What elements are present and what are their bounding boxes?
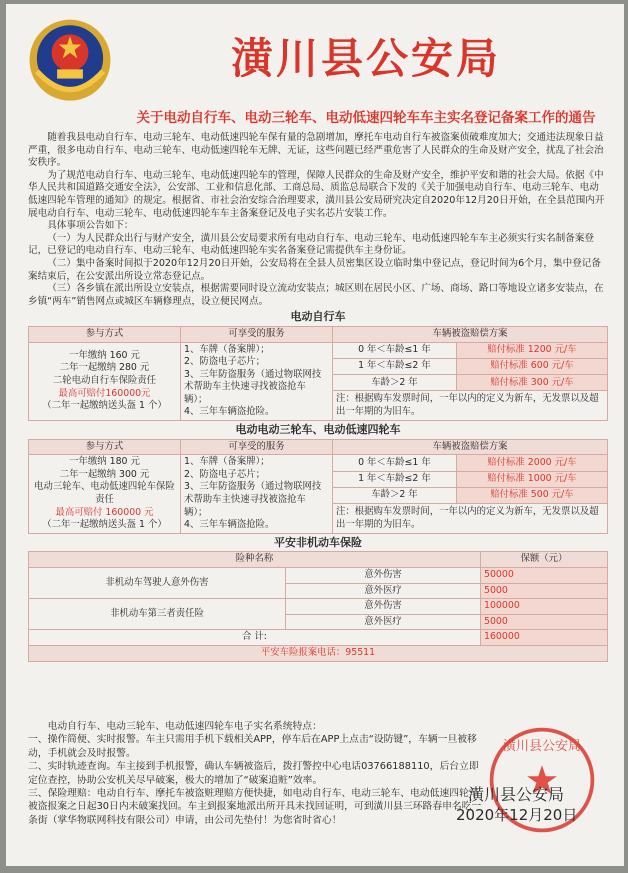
item: （一）为人民群众出行与财产安全，潢川县公安局要求所有电动自行车、电动三轮车、电动低速四轮车车主必须实行实名制备案登记，已登记的电动自行车、电动三轮车、电动低速四轮车实名备案登记需提供车主身份证。 [28,232,595,257]
helmet-note: （二年一起缴纳送头盔 1 个） [42,519,167,531]
table2-title: 电动电动三轮车、电动低速四轮车 [235,423,401,437]
fee-line: 二年一起缴纳 280 元 [59,362,150,374]
participation-cell [29,455,181,534]
coverage-amount: 5000 [481,614,608,630]
feature-item: 一、操作简便、实时报警。车主只需用手机下载相关APP，停车后在APP上点击“设防键”，车辆一旦被移动，手机就会及时报警。 [28,734,477,759]
std-cell: 赔付标准 300 元/车 [456,375,607,391]
service-line: 3、三年防盗服务（通过物联网技术帮助车主快速寻找被盗抢车辆）； [184,481,322,518]
features-title: 电动自行车、电动三轮车、电动低速四轮车电子实名系统特点： [47,721,322,732]
feature-item: 三、保险理赔：电动自行车、摩托车被盗赃理赔方便快捷，如电动自行车、电动三轮车、电动低速四轮车被盗报案之日起30日内未破案找回。车主到报案地派出所开具未找回证明，可到潢川县三环路春申名吃一条街（掌华物联网科技有限公司）申请，由公司先垫付！为您省时省心！ [28,788,482,826]
signature-org: 潢川县公安局 [468,785,565,804]
service-line: 4、三年车辆盗抢险。 [184,406,275,418]
notice-poster [6,4,624,866]
fee-line: 二轮电动自行车保险责任 [52,374,157,386]
table-tricycle [28,439,608,534]
service-line: 4、三年车辆盗抢险。 [184,519,275,531]
note-cell: 注：根据购车发票时间，一年以内的定义为新车，无发票以及超出一年期的为旧车。 [333,391,608,421]
coverage-amount: 100000 [481,599,608,615]
services-cell [181,342,333,421]
insurance-name: 非机动车驾驶人意外伤害 [29,568,286,599]
paragraph: 随着我县电动自行车、电动三轮车、电动低速四轮车保有量的急剧增加，摩托车电动自行车被盗案侦破难度加大；交通违法现象日益严重，很多电动自行车、电动三轮车、电动低速四轮车无牌、无证，这些问题已经严重危害了人民群众的生命及财产安全，扰乱了社会治安秩序。 [28,132,604,169]
coverage-type: 意外医疗 [286,583,481,599]
age-cell: 0 年＜车龄≤1 年 [333,455,457,471]
table-ebike [28,326,608,421]
participation-cell [29,342,181,421]
helmet-note: （二年一起缴纳送头盔 1 个） [42,400,167,412]
note-cell: 注：根据购车发票时间，一年以内的定义为新车，无发票以及超出一年期的为旧车。 [333,504,608,534]
coverage-type: 意外医疗 [286,614,481,630]
feature-item: 二、实时轨迹查询。车主接到手机报警，确认车辆被盗后，拨打警控中心电话03766188110，后台立即定位查控，协助公安机关尽早破案，极大的增加了“破案追赃”效率。 [28,761,479,786]
coverage-amount: 5000 [481,583,608,599]
age-cell: 1 年＜车龄≤2 年 [333,471,457,487]
police-emblem-icon [24,16,116,108]
col-header: 险种名称 [29,552,481,568]
age-cell: 车龄＞2 年 [333,487,457,503]
page-title: 潢川县公安局 [230,34,501,83]
max-payout: 最高可赔付160000元 [58,387,151,399]
hotline: 平安车险报案电话：95511 [29,645,608,661]
service-line: 1、车牌（备案牌）； [184,456,270,468]
total-label: 合 计: [29,630,481,646]
col-header: 参与方式 [29,326,181,342]
table-insurance [28,551,608,661]
coverage-type: 意外伤害 [286,568,481,584]
service-line: 1、车牌（备案牌）； [184,343,270,355]
fee-line: 二年一起缴纳 300 元 [59,468,150,480]
age-cell: 1 年＜车龄≤2 年 [333,358,457,374]
total-value: 160000 [481,630,608,646]
std-cell: 赔付标准 1200 元/车 [456,342,607,358]
coverage-type: 意外伤害 [286,599,481,615]
table1-title: 电动自行车 [290,310,346,324]
std-cell: 赔付标准 500 元/车 [456,487,607,503]
col-header: 车辆被盗赔偿方案 [333,439,608,455]
age-cell: 0 年＜车龄≤1 年 [333,342,457,358]
notice-body [28,132,608,662]
fee-line: 电动三轮车、电动低速四轮车保险责任 [34,481,175,506]
signature-date: 2020年12月20日 [456,806,578,824]
features-section [28,720,488,827]
service-line: 3、三年防盗服务（通过物联网技术帮助车主快速寻找被盗抢车辆）； [184,368,322,405]
std-cell: 赔付标准 2000 元/车 [456,455,607,471]
std-cell: 赔付标准 600 元/车 [456,358,607,374]
col-header: 保额（元） [481,552,608,568]
col-header: 可享受的服务 [181,439,333,455]
service-line: 2、防盗电子芯片； [184,356,265,368]
table3-title: 平安非机动车保险 [274,535,362,549]
std-cell: 赔付标准 1000 元/车 [456,471,607,487]
coverage-amount: 50000 [481,568,608,584]
insurance-name: 非机动车第三者责任险 [29,599,286,630]
item: （二）集中备案时间拟于2020年12月20日开始，公安局将在全县人员密集区设立临时集中登记点，登记时间为6个月，集中登记备案结束后，在公安派出所设立常态登记点。 [28,257,601,282]
col-header: 车辆被盗赔偿方案 [333,326,608,342]
notice-subtitle: 关于电动自行车、电动三轮车、电动低速四轮车车主实名登记备案工作的通告 [136,110,596,126]
fee-line: 一年缴纳 180 元 [69,456,140,468]
paragraph: 具体事项公告如下： [47,220,134,232]
service-line: 2、防盗电子芯片； [184,468,265,480]
col-header: 可享受的服务 [181,326,333,342]
col-header: 参与方式 [29,439,181,455]
svg-text:潢川县公安局: 潢川县公安局 [502,739,582,755]
paragraph: 为了规范电动自行车、电动三轮车、电动低速四轮车的管理，保障人民群众的生命及财产安全，维护平安和谐的社会大局。依据《中华人民共和国道路交通安全法》，公安部、工业和信息化部、工商总局、质监总局联合下发的《关于加强电动自行车、电动三轮车、电动低速四轮车管理的通知》的规定。根据省、市社会治安综合治理要求，潢川县公安局研究决定自2020年12月20日开始，在全县范围内开展电动自行车、电动三轮车、电动低速四轮车车主备案登记及电子实名芯片安装工作。 [28,169,605,219]
item: （三）各乡镇在派出所设立安装点，根据需要同时设立流动安装点；城区则在居民小区、广场、商场、路口等地设立诸多安装点，在乡镇“两车”销售网点或城区车辆修理点，设立便民网点。 [28,283,604,307]
fee-line: 一年缴纳 160 元 [69,349,140,361]
services-cell [181,455,333,534]
age-cell: 车龄＞2 年 [333,375,457,391]
max-payout: 最高可赔付 160000 元 [55,506,154,518]
